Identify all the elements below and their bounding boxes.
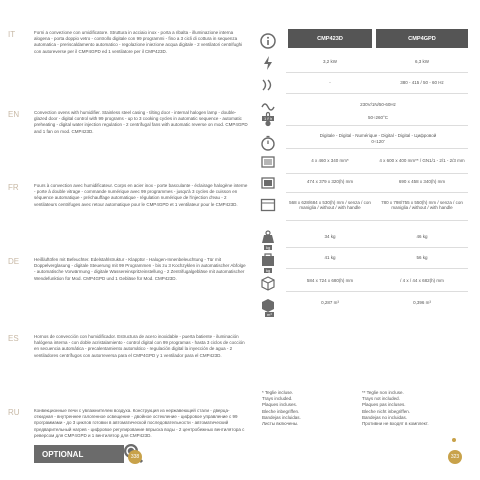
note-line: Bandejas no incluidas. <box>362 414 408 420</box>
cell-packed-weight-cmp4gpd: 56 kg <box>416 255 428 261</box>
note-line: Trays not included. <box>362 396 400 402</box>
language-block-fr <box>8 183 248 245</box>
row-divider <box>286 125 468 126</box>
power-plug-icon <box>257 52 279 74</box>
volume-badge: m³ <box>267 312 272 317</box>
optional-banner <box>34 445 124 463</box>
cell-volume-cmp423d: 0,287 m³ <box>321 300 339 306</box>
language-description: Heißluftöfen mit Befeuchter. Edelstahlstruktur - Klapptür - Halogen-Innenbeleuchtung - Tür mit Doppelverglasung - digitale Steuerung mit 99 Programmen - bis zu 3 Kochzyklen in automatischer Abfolge - automatische Vorwärmung - digitale Wassereinspritzeinstellung - 2 Zentrifugalgebläse mit automatischer Wendefunktion für Mod. CMP4GPD und 1 Gebläse für Mod. CMP423D. <box>34 257 246 281</box>
language-description: Fours à convection avec humidificateur. Corps en acier inox - porte basculante - éclairage halogène interne - porte à double vitrage - commande numérique avec 99 programmes - jusqu'à 3 cycles de cuisson en séquence automatique - préchauffage automatique - régulation numérique de l'injection d'eau - 2 ventilateurs centrifuges avec retour automatique pour le CMP4GPD et 1 ventilateur pour le CMP423D. <box>34 183 248 207</box>
language-block-es <box>8 334 248 396</box>
row-divider <box>286 72 468 73</box>
thermometer-icon <box>257 108 279 130</box>
note-line: Противни не входят в комплект. <box>362 421 429 427</box>
language-code: ES <box>8 334 19 343</box>
language-description: Конвекционные печи с увлажнителем воздуха. Конструкция из нержавеющей стали - дверца-откидная - внутреннее галогенное освещение - двойное остекление - цифровое управление с 99 программами - до 3 циклов готовки в автоматической последовательности - автоматический предварительный нагрев - цифровое регулирование впрыска воды - 2 центробежных вентилятора с реверсом для CMP4GPD и 1 вентилятор для CMP423D. <box>34 408 245 438</box>
cell-internal-dims-cmp423d: 474 x 379 x 320(h) mm <box>306 179 354 185</box>
optional-label: OPTIONAL <box>42 449 84 459</box>
row-divider <box>286 93 468 94</box>
language-block-de <box>8 257 248 319</box>
page-number-right: 323 <box>448 450 462 464</box>
cell-single-phase: 230V/1N/50-60Hz <box>360 102 396 108</box>
row-divider <box>286 173 468 174</box>
cell-trays-cmp423d: 4 x 460 x 340 mm* <box>311 158 349 164</box>
cell-control-type: Digitale - Digital - Numérique - Digital - Digital - Цифровой <box>319 132 437 138</box>
cell-temperature: 50÷260°C <box>367 115 389 121</box>
notes-trays-not-included <box>362 390 472 427</box>
cell-package-dims-cmp423d: 584 x 724 x 680(h) mm <box>306 278 354 284</box>
phase-badge: 1 Ph <box>264 116 273 121</box>
note-line: Листы включены. <box>262 421 299 427</box>
language-description: Hornos de convección con humidificador. Estructura de acero inoxidable - puerta batiente - iluminación halógena interna - con doble acristalamiento - control digital con 99 programas - hasta 3 ciclos de cocción en secuencia automática - precalentamiento automático - regulación digital la inyección de agua - 2 ventiladores centrífugos con autorreversa para el CMP4GPD y 1 ventilador para el CMP423D. <box>34 334 245 358</box>
note-line: Plaques pas incluses. <box>362 402 406 408</box>
weight-badge: kg <box>266 245 271 250</box>
cell-package-dims-cmp4gpd: / 4 x / 44 x 682(h) mm <box>400 278 444 284</box>
model-header-cmp423d: CMP423D <box>288 29 372 48</box>
language-code: RU <box>8 408 20 417</box>
cell-trays-cmp4gpd: 4 x 600 x 400 mm** / GN1/1 - 2/1 - 2/3 mm <box>379 158 465 164</box>
cell-external-dims-cmp4gpd: 780 x 798/755 x 550(h) mm / senza / con maniglia / without / with handle <box>381 199 463 210</box>
cell-power-cmp423d: 3,2 kW <box>322 59 337 65</box>
row-divider <box>286 220 468 221</box>
package-dimensions-icon <box>257 272 279 294</box>
note-line: Plaques incluses. <box>262 402 298 408</box>
language-block-it <box>8 30 248 92</box>
row-divider <box>286 148 468 149</box>
note-line: Bleche inbegriffen. <box>262 408 300 414</box>
voltage-icon <box>257 74 279 96</box>
note-line: * Teglie incluse. <box>262 390 294 395</box>
cell-weight-cmp4gpd: 46 kg <box>416 234 428 240</box>
cell-internal-dims-cmp4gpd: 690 x 458 x 340(h) mm <box>398 179 446 185</box>
language-description: Forni a convezione con umidificatore. Struttura in acciaio inox - porta a ribalta - illuminazione interna alogena - porta doppio vetro - controllo digitale con 99 programmi - fino a 3 cicli di cottura in sequenza automatica - preriscaldamento automatico - regolazione iniezione acqua digitale - 2 ventilatori centrifughi con autoreverse per il CMP4GPD ed 1 ventilatore per il CMP423D. <box>34 30 243 54</box>
cell-power-cmp4gpd: 6,3 kW <box>414 59 429 65</box>
cell-voltage-cmp4gpd: 380 - 415 / 50 - 60 Hz <box>400 80 444 86</box>
language-code: IT <box>8 30 16 39</box>
notes-trays-included <box>262 390 362 427</box>
page-marker-dot <box>452 438 456 442</box>
page-number-left: 338 <box>128 450 142 464</box>
row-divider <box>286 291 468 292</box>
info-icon <box>257 30 279 52</box>
language-code: EN <box>8 110 20 119</box>
cell-weight-cmp423d: 34 kg <box>324 234 336 240</box>
oven-internal-icon <box>257 172 279 194</box>
cell-volume-cmp4gpd: 0,396 m³ <box>413 300 431 306</box>
oven-external-icon <box>257 194 279 216</box>
model-header-cmp4gpd: CMP4GPD <box>376 29 468 48</box>
cell-voltage-cmp423d: - <box>329 80 331 86</box>
cell-timer-range: 0÷120' <box>371 139 385 145</box>
language-description: Convection ovens with humidifier. Stainless steel casing - tilting door - internal halogen lamp - double-glazed door - digital control with 99 programs - up to 3 cooking cycles in automatic sequence - automatic preheating - digital water injection regulation - 2 centrifugal fans with automatic reverse on mod. CMP4GPD and 1 fan on mod. CMP423D. <box>34 110 248 134</box>
note-line: ** Teglie non incluse. <box>362 390 404 395</box>
cell-packed-weight-cmp423d: 41 kg <box>324 255 336 261</box>
language-code: FR <box>8 183 19 192</box>
row-divider <box>286 247 468 248</box>
language-code: DE <box>8 257 20 266</box>
note-line: Bleche nicht inbegriffen. <box>362 408 410 414</box>
row-divider <box>286 268 468 269</box>
language-block-en <box>8 110 248 172</box>
tray-icon <box>257 151 279 173</box>
note-line: Trays included. <box>262 396 293 402</box>
row-divider <box>286 192 468 193</box>
note-line: Bandejas incluidas. <box>262 414 301 420</box>
packed-weight-badge: kg <box>266 268 271 273</box>
cell-external-dims-cmp423d: 568 x 628/684 x 530(h) mm / senza / con maniglia / without / with handle <box>289 199 371 210</box>
